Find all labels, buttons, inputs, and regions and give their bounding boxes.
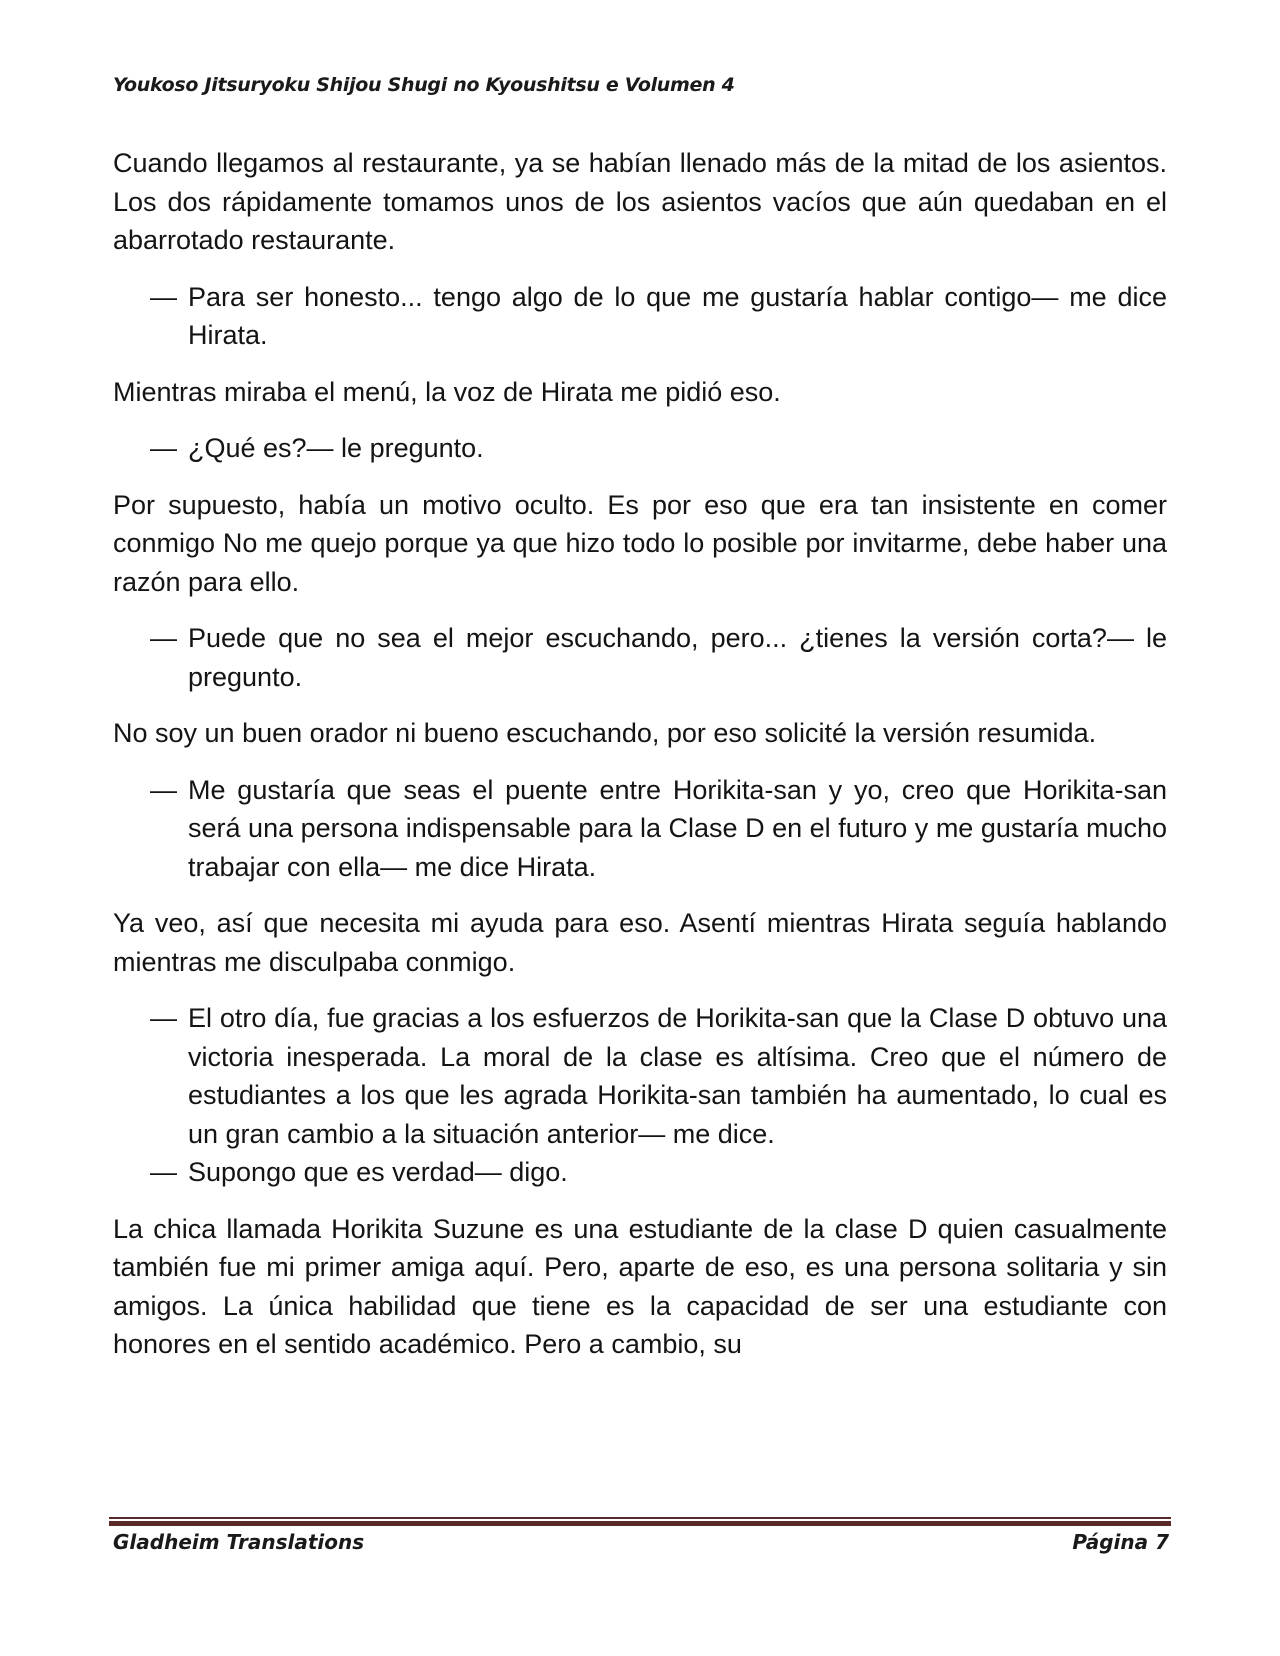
dialogue-line <box>113 999 1167 1153</box>
dialogue-text: Me gustaría que seas el puente entre Horikita-san y yo, creo que Horikita-san será una persona indispensable para la Clase D en el futuro y me gustaría mucho trabajar con ella— me dice Hirata. <box>188 774 1167 882</box>
dialogue-line <box>113 429 1167 468</box>
paragraph: Mientras miraba el menú, la voz de Hirata me pidió eso. <box>113 376 781 407</box>
paragraph: Ya veo, así que necesita mi ayuda para eso. Asentí mientras Hirata seguía hablando mientras me disculpaba conmigo. <box>113 908 1167 977</box>
page-header-title: Youkoso Jitsuryoku Shijou Shugi no Kyoushitsu e Volumen 4 <box>113 74 735 96</box>
dialogue-text: ¿Qué es?— le pregunto. <box>188 433 484 463</box>
dialogue-dash: — <box>150 1157 177 1187</box>
dialogue-dash: — <box>150 281 177 312</box>
dialogue-line <box>113 771 1167 887</box>
dialogue-dash: — <box>150 1003 177 1033</box>
paragraph: Por supuesto, había un motivo oculto. Es por eso que era tan insistente en comer conmigo No me quejo porque ya que hizo todo lo posible por invitarme, debe haber una razón para ello. <box>113 489 1167 597</box>
footer-translator-credit: Gladheim Translations <box>113 1530 365 1554</box>
dialogue-text: Supongo que es verdad— digo. <box>188 1157 568 1187</box>
dialogue-text: El otro día, fue gracias a los esfuerzos de Horikita-san que la Clase D obtuvo una victoria inesperada. La moral de la clase es altísima. Creo que el número de estudiantes a los que les agrada Horikita-san también ha aumentado, lo cual es un gran cambio a la situación anterior— me dice. <box>188 1003 1167 1149</box>
dialogue-dash: — <box>150 433 177 463</box>
dialogue-text: Puede que no sea el mejor escuchando, pero... ¿tienes la versión corta?— le pregunto. <box>188 623 1167 692</box>
footer-divider-thick-line <box>109 1521 1171 1526</box>
paragraph: Cuando llegamos al restaurante, ya se habían llenado más de la mitad de los asientos. Los dos rápidamente tomamos unos de los asientos vacíos que aún quedaban en el abarrotado restaurante. <box>113 148 1167 255</box>
dialogue-line <box>113 278 1167 355</box>
dialogue-line <box>113 1153 1167 1192</box>
dialogue-line <box>113 619 1167 696</box>
dialogue-dash: — <box>150 774 177 805</box>
dialogue-text: Para ser honesto... tengo algo de lo que me gustaría hablar contigo— me dice Hirata. <box>188 281 1167 350</box>
footer-page-number: Página 7 <box>1072 1530 1169 1554</box>
footer-divider <box>109 1517 1171 1526</box>
page-body <box>113 144 1167 1382</box>
dialogue-dash: — <box>150 623 177 653</box>
paragraph: No soy un buen orador ni bueno escuchando, por eso solicité la versión resumida. <box>113 718 1097 748</box>
paragraph: La chica llamada Horikita Suzune es una estudiante de la clase D quien casualmente también fue mi primer amiga aquí. Pero, aparte de eso, es una persona solitaria y sin amigos. La única habilidad que tiene es la capacidad de ser una estudiante con honores en el sentido académico. Pero a cambio, su <box>113 1213 1167 1359</box>
